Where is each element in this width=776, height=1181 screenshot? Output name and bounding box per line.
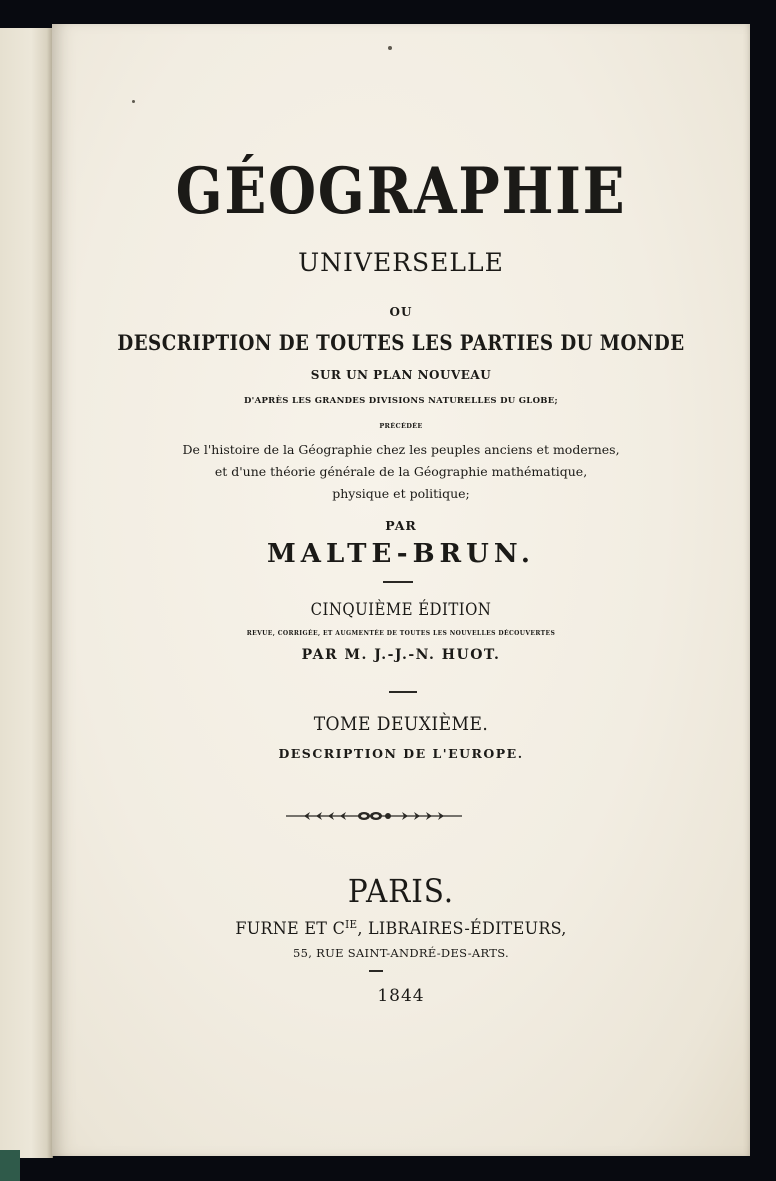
divider-rule [369, 970, 383, 972]
paper-speck [132, 100, 135, 103]
title-page [52, 24, 750, 1156]
paper-speck [388, 46, 392, 50]
volume-subject: DESCRIPTION DE L'EUROPE. [278, 746, 524, 761]
book-subtitle: UNIVERSELLE [298, 248, 504, 277]
plan-line: SUR UN PLAN NOUVEAU [310, 368, 492, 382]
publisher-role: , LIBRAIRES-ÉDITEURS, [357, 919, 567, 939]
histoire-line: De l'histoire de la Géographie chez les peuples anciens et modernes, [182, 442, 620, 457]
book-title: GÉOGRAPHIE [175, 154, 627, 229]
publisher-line [73, 919, 729, 939]
publisher-address: 55, RUE SAINT-ANDRÉ-DES-ARTS. [292, 946, 509, 960]
divider-rule [389, 691, 417, 693]
description-heading: DESCRIPTION DE TOUTES LES PARTIES DU MONDE [117, 330, 685, 355]
divisions-line: D'APRÈS LES GRANDES DIVISIONS NATURELLES DU GLOBE; [244, 396, 558, 406]
book-cover-edge [0, 1150, 20, 1181]
physique-line: physique et politique; [332, 486, 470, 501]
divider-rule [383, 581, 413, 583]
volume-line: TOME DEUXIÈME. [313, 713, 489, 735]
publication-year: 1844 [377, 986, 425, 1006]
publisher-name: FURNE ET C [235, 919, 346, 939]
theorie-line: et d'une théorie générale de la Géographie mathématique, [214, 464, 588, 479]
conjunction-text: OU [389, 305, 413, 319]
by-label: PAR [385, 518, 417, 533]
edition-line: CINQUIÈME ÉDITION [310, 600, 492, 620]
revision-note: REVUE, CORRIGÉE, ET AUGMENTÉE DE TOUTES LES NOUVELLES DÉCOUVERTES [246, 630, 556, 637]
author-name: MALTE-BRUN. [267, 539, 535, 569]
editor-line: PAR M. J.-J.-N. HUOT. [301, 647, 501, 663]
imprint-city: PARIS. [347, 872, 455, 910]
left-page-edge [0, 28, 53, 1158]
precede-line: PRÉCÉDÉE [379, 422, 423, 430]
ornament-icon [284, 808, 464, 824]
publisher-superscript: IE [345, 918, 358, 931]
